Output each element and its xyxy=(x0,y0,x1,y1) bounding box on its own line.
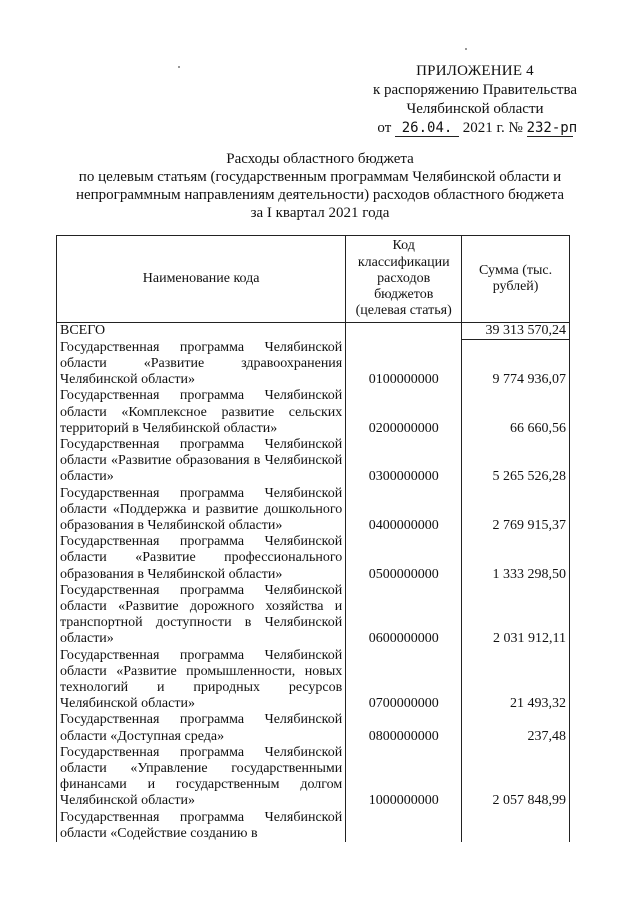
row-code: 1000000000 xyxy=(346,745,462,810)
table-row-total xyxy=(57,323,570,340)
row-sum: 1 333 298,50 xyxy=(462,534,570,583)
row-name: Государственная программа Челябинской области «Содействие созданию в xyxy=(57,810,346,842)
document-number: 232-рп xyxy=(526,120,578,136)
document-date-line xyxy=(360,119,590,138)
row-code: 0600000000 xyxy=(346,583,462,648)
row-name: Государственная программа Челябинской области «Развитие промышленности, новых технологий и природных ресурсов Челябинской области» xyxy=(57,648,346,713)
table-row xyxy=(57,810,570,842)
row-sum: 2 769 915,37 xyxy=(462,486,570,535)
row-name: Государственная программа Челябинской области «Развитие здравоохранения Челябинской области» xyxy=(57,340,346,389)
row-name: Государственная программа Челябинской области «Поддержка и развитие дошкольного образования в Челябинской области» xyxy=(57,486,346,535)
column-header-code: Код классификации расходов бюджетов (целевая статья) xyxy=(346,236,462,323)
row-sum: 66 660,56 xyxy=(462,388,570,437)
title-line-3: непрограммным направлениям деятельности) расходов областного бюджета xyxy=(75,187,565,203)
row-sum: 2 057 848,99 xyxy=(462,745,570,810)
row-name: Государственная программа Челябинской области «Развитие профессионального образования в Челябинской области» xyxy=(57,534,346,583)
expenses-table xyxy=(56,235,570,842)
column-header-sum: Сумма (тыс. рублей) xyxy=(462,236,570,323)
appendix-title: ПРИЛОЖЕНИЕ 4 xyxy=(416,63,534,79)
table-row xyxy=(57,534,570,583)
row-sum: 5 265 526,28 xyxy=(462,437,570,486)
column-header-name: Наименование кода xyxy=(57,236,346,323)
row-name: Государственная программа Челябинской области «Комплексное развитие сельских территорий в Челябинской области» xyxy=(57,388,346,437)
table-row xyxy=(57,340,570,389)
row-code: 0100000000 xyxy=(346,340,462,389)
row-sum: 39 313 570,24 xyxy=(462,323,570,340)
table-row xyxy=(57,745,570,810)
row-sum xyxy=(462,810,570,842)
table-header-row xyxy=(57,236,570,323)
date-prefix: от xyxy=(377,120,392,136)
table-row xyxy=(57,712,570,744)
row-code: 0800000000 xyxy=(346,712,462,744)
row-name: ВСЕГО xyxy=(57,323,346,340)
report-title xyxy=(60,150,580,222)
title-line-2: по целевым статьям (государственным программам Челябинской области и xyxy=(78,169,562,185)
row-name: Государственная программа Челябинской области «Развитие дорожного хозяйства и транспортной доступности в Челябинской области» xyxy=(57,583,346,648)
row-name: Государственная программа Челябинской области «Доступная среда» xyxy=(57,712,346,744)
row-name: Государственная программа Челябинской области «Управление государственными финансами и государственным долгом Челябинской области» xyxy=(57,745,346,810)
row-code xyxy=(346,323,462,340)
title-line-1: Расходы областного бюджета xyxy=(226,151,414,167)
row-code: 0400000000 xyxy=(346,486,462,535)
table-row xyxy=(57,437,570,486)
row-code: 0300000000 xyxy=(346,437,462,486)
row-code: 0700000000 xyxy=(346,648,462,713)
row-sum: 237,48 xyxy=(462,712,570,744)
scan-speck xyxy=(178,66,180,68)
row-sum: 9 774 936,07 xyxy=(462,340,570,389)
table-row xyxy=(57,486,570,535)
row-sum: 21 493,32 xyxy=(462,648,570,713)
appendix-subtitle-2: Челябинской области xyxy=(406,101,544,117)
document-year: 2021 г. № xyxy=(462,120,523,136)
scan-speck xyxy=(465,48,467,50)
table-row xyxy=(57,583,570,648)
row-code xyxy=(346,810,462,842)
document-date: 26.04. xyxy=(395,121,459,137)
row-code: 0500000000 xyxy=(346,534,462,583)
table-row xyxy=(57,648,570,713)
table-row xyxy=(57,388,570,437)
row-code: 0200000000 xyxy=(346,388,462,437)
appendix-header xyxy=(360,62,590,138)
title-line-4: за I квартал 2021 года xyxy=(250,205,390,221)
row-name: Государственная программа Челябинской области «Развитие образования в Челябинской области» xyxy=(57,437,346,486)
row-sum: 2 031 912,11 xyxy=(462,583,570,648)
appendix-subtitle-1: к распоряжению Правительства xyxy=(372,82,577,98)
